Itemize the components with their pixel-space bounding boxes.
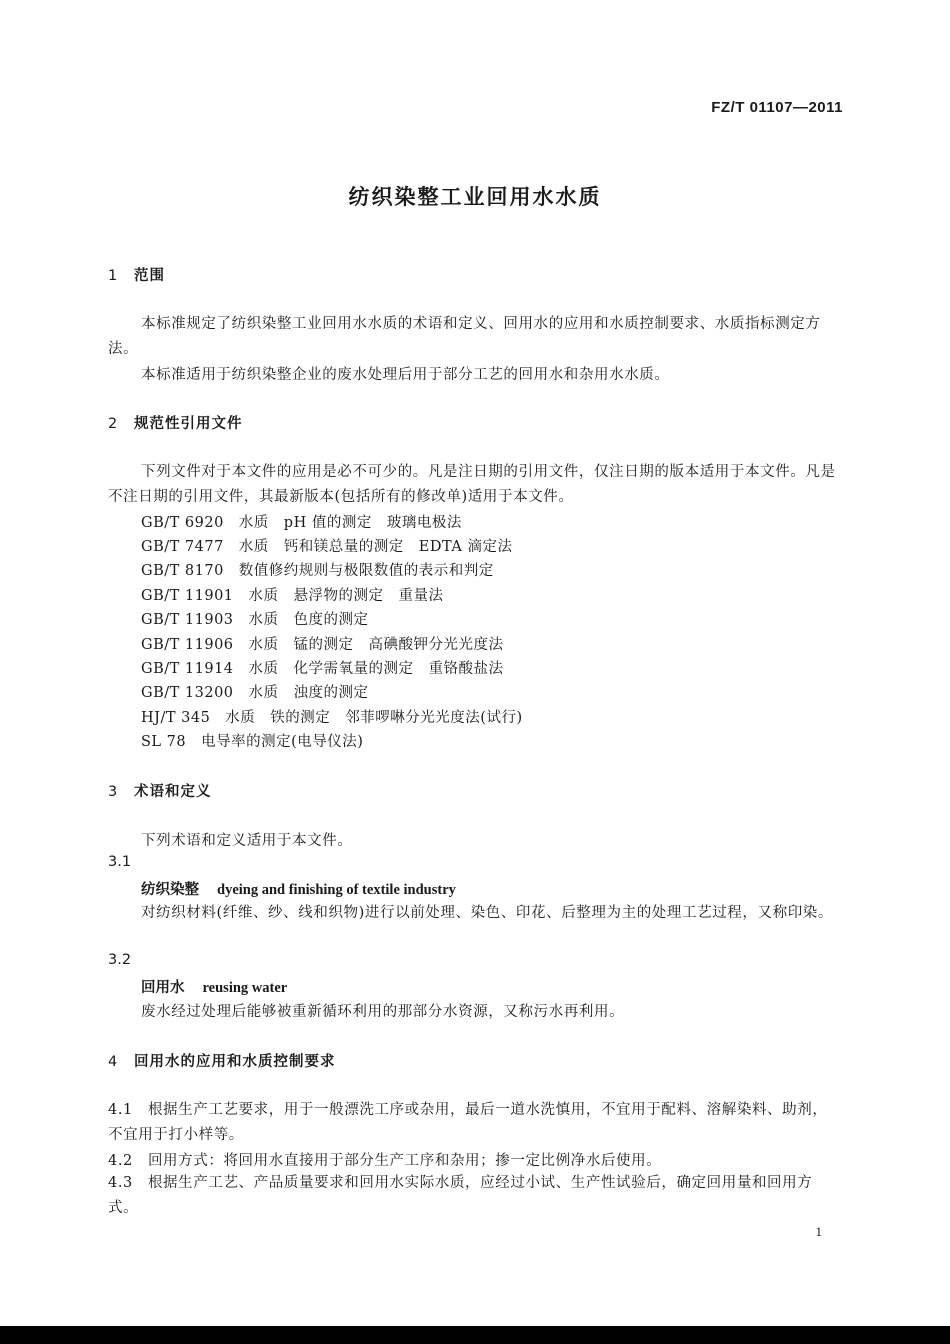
reference-item: GB/T 11906 水质 锰的测定 高碘酸钾分光光度法 xyxy=(141,637,504,653)
section-2-heading xyxy=(108,412,243,433)
section-title: 回用水的应用和水质控制要求 xyxy=(134,1054,336,1070)
term-2-number: 3.2 xyxy=(108,952,132,968)
term-1-heading xyxy=(141,878,456,899)
section-title: 范围 xyxy=(134,268,165,284)
section-number: 1 xyxy=(108,268,119,284)
page-number: 1 xyxy=(815,1224,822,1239)
standard-code: FZ/T 01107—2011 xyxy=(711,99,843,116)
bottom-edge-bar xyxy=(0,1326,950,1344)
section-2-paragraph: 下列文件对于本文件的应用是必不可少的。凡是注日期的引用文件，仅注日期的版本适用于本文件。凡是不注日期的引用文件，其最新版本(包括所有的修改单)适用于本文件。 xyxy=(108,464,836,505)
section-1-paragraph-2: 本标准适用于纺织染整企业的废水处理后用于部分工艺的回用水和杂用水水质。 xyxy=(141,367,670,383)
clause-4-1: 4.1 根据生产工艺要求，用于一般漂洗工序或杂用，最后一道水洗慎用，不宜用于配料、溶解染料、助剂，不宜用于打小样等。 xyxy=(108,1102,828,1143)
reference-item: SL 78 电导率的测定(电导仪法) xyxy=(141,734,364,750)
reference-item: GB/T 8170 数值修约规则与极限数值的表示和判定 xyxy=(141,563,494,579)
reference-item: GB/T 6920 水质 pH 值的测定 玻璃电极法 xyxy=(141,515,462,531)
section-1-heading xyxy=(108,264,165,285)
clause-4-2: 4.2 回用方式：将回用水直接用于部分生产工序和杂用；掺一定比例净水后使用。 xyxy=(108,1153,662,1169)
term-2-heading xyxy=(141,976,287,997)
term-1-definition: 对纺织材料(纤维、纱、线和织物)进行以前处理、染色、印花、后整理为主的处理工艺过程，又称印染。 xyxy=(141,905,834,921)
reference-item: HJ/T 345 水质 铁的测定 邻菲啰啉分光光度法(试行) xyxy=(141,710,523,726)
section-1-paragraph-1: 本标准规定了纺织染整工业回用水水质的术语和定义、回用水的应用和水质控制要求、水质指标测定方法。 xyxy=(108,316,821,357)
term-1-english: dyeing and finishing of textile industry xyxy=(217,882,456,898)
reference-item: GB/T 11914 水质 化学需氧量的测定 重铬酸盐法 xyxy=(141,661,504,677)
section-4-heading xyxy=(108,1050,336,1071)
document-title: 纺织染整工业回用水水质 xyxy=(348,185,602,209)
section-3-heading xyxy=(108,780,212,801)
term-1-number: 3.1 xyxy=(108,854,132,870)
section-number: 3 xyxy=(108,784,119,800)
section-number: 2 xyxy=(108,416,119,432)
term-2-english: reusing water xyxy=(202,980,288,996)
reference-item: GB/T 11903 水质 色度的测定 xyxy=(141,612,369,628)
section-3-intro: 下列术语和定义适用于本文件。 xyxy=(141,833,353,849)
section-number: 4 xyxy=(108,1054,119,1070)
reference-item: GB/T 11901 水质 悬浮物的测定 重量法 xyxy=(141,588,444,604)
reference-item: GB/T 7477 水质 钙和镁总量的测定 EDTA 滴定法 xyxy=(141,539,513,555)
term-2-chinese: 回用水 xyxy=(141,979,185,996)
section-title: 规范性引用文件 xyxy=(134,416,243,432)
clause-4-3: 4.3 根据生产工艺、产品质量要求和回用水实际水质，应经过小试、生产性试验后，确定回用量和回用方式。 xyxy=(108,1175,813,1216)
term-1-chinese: 纺织染整 xyxy=(141,881,199,898)
reference-item: GB/T 13200 水质 浊度的测定 xyxy=(141,685,369,701)
term-2-definition: 废水经过处理后能够被重新循环利用的那部分水资源，又称污水再利用。 xyxy=(141,1004,625,1020)
section-title: 术语和定义 xyxy=(134,784,212,800)
